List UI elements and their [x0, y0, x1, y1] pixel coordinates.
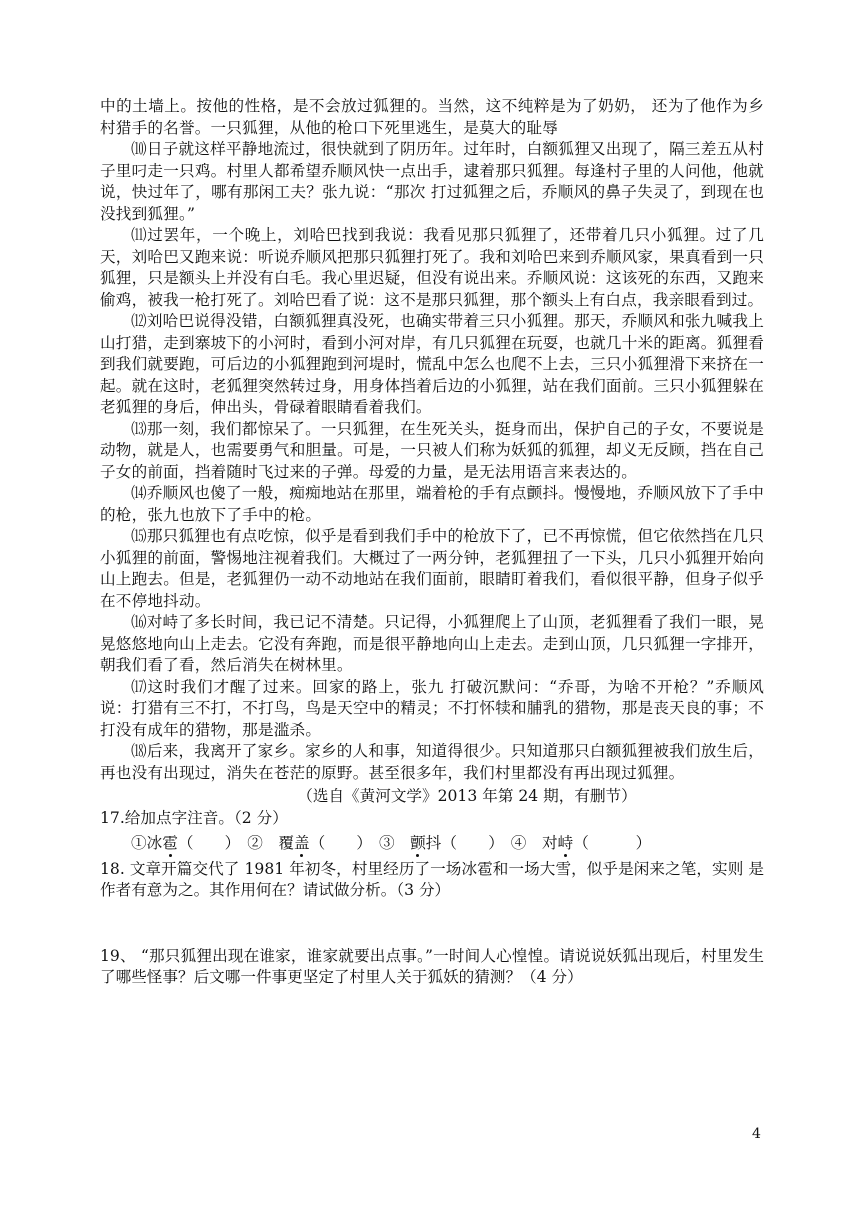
paragraph-15: ⒂那只狐狸也有点吃惊，似乎是看到我们手中的枪放下了，已不再惊慌，但它依然挡在几只小狐狸的前面，警惕地注视着我们。大概过了一两分钟，老狐狸扭了一下头，几只小狐狸开始向山上跑去。但是，老狐狸仍一动不动地站在我们面前，眼睛盯着我们，看似很平静，但身子似乎在不停地抖动。 [100, 527, 764, 610]
q17-item-1: ①冰雹（ ） [131, 834, 241, 852]
paragraph-10: ⑽日子就这样平静地流过，很快就到了阴历年。过年时，白额狐狸又出现了，隔三差五从村子里叼走一只鸡。村里人都希望乔顺风快一点出手，逮着那只狐狸。每逢村子里的人问他，他就说，快过年了，哪有那闲工夫？张九说：“那次 打过狐狸之后，乔顺风的鼻子失灵了，到现在也没找到狐狸。” [100, 140, 764, 223]
source-citation: （选自《黄河文学》2013 年第 24 期，有删节） [297, 787, 637, 805]
dotted-char: 峙 [557, 834, 574, 852]
question-19: 19、 “那只狐狸出现在谁家，谁家就要出点事。”一时间人心惶惶。请说说妖狐出现后，村里发生了哪些怪事？后文哪一件事更坚定了村里人关于狐妖的猜测？（4 分） [100, 946, 764, 986]
answer-blank[interactable]: （ ） [309, 834, 372, 852]
dotted-char: 盖 [294, 834, 310, 852]
paragraph-12: ⑿刘哈巴说得没错，白额狐狸真没死，也确实带着三只小狐狸。那天，乔顺风和张九喊我上山打猎，走到寨坡下的小河时，看到小河对岸，有几只狐狸在玩耍，也就几十米的距离。狐狸看到我们就要跑，可后边的小狐狸跑到河堤时，慌乱中怎么也爬不上去，三只小狐狸滑下来挤在一起。就在这时，老狐狸突然转过身，用身体挡着后边的小狐狸，站在我们面前。三只小狐狸躲在老狐狸的身后，伸出头，骨碌着眼睛看着我们。 [100, 312, 764, 416]
q17-item-4: ④ 对峙（ ） [510, 834, 652, 852]
paragraph-11: ⑾过罢年，一个晚上，刘哈巴找到我说：我看见那只狐狸了，还带着几只小狐狸。过了几天，刘哈巴又跑来说：听说乔顺风把那只狐狸打死了。我和刘哈巴来到乔顺风家，果真看到一只狐狸，只是额头上并没有白毛。我心里迟疑，但没有说出来。乔顺风说：这该死的东西，又跑来偷鸡，被我一枪打死了。刘哈巴看了说：这不是那只狐狸，那个额头上有白点，我亲眼看到过。 [100, 226, 764, 309]
document-page [100, 96, 764, 989]
question-17-items [100, 833, 764, 855]
paragraph-13: ⒀那一刻，我们都惊呆了。一只狐狸，在生死关头，挺身而出，保护自己的子女，不要说是动物，就是人，也需要勇气和胆量。可是，一只被人们称为妖狐的狐狸，却义无反顾，挡在自己子女的前面，挡着随时飞过来的子弹。母爱的力量，是无法用语言来表达的。 [100, 419, 764, 481]
paragraph-16: ⒃对峙了多长时间，我已记不清楚。只记得，小狐狸爬上了山顶，老狐狸看了我们一眼，晃晃悠悠地向山上走去。它没有奔跑，而是很平静地向山上走去。走到山顶，几只狐狸一字排开，朝我们看了看，然后消失在树林里。 [100, 613, 764, 674]
q17-item-2: ② 覆盖（ ） [247, 834, 372, 852]
question-18: 18. 文章开篇交代了 1981 年初冬，村里经历了一场冰雹和一场大雪，似乎是闲来之笔，实则 是作者有意为之。其作用何在？请试做分析。（3 分） [100, 859, 764, 899]
dotted-char: 雹 [162, 834, 178, 852]
dotted-char: 颤 [410, 834, 426, 852]
question-17: 17.给加点字注音。（2 分） [100, 808, 288, 827]
answer-blank[interactable]: （ ） [177, 834, 241, 852]
paragraph-18: ⒅后来，我离开了家乡。家乡的人和事，知道得很少。只知道那只白额狐狸被我们放生后，再也没有出现过，消失在苍茫的原野。甚至很多年，我们村里都没有再出现过狐狸。 [100, 742, 764, 782]
answer-blank[interactable]: （ ） [441, 834, 504, 852]
answer-blank[interactable]: （ ） [573, 834, 652, 852]
paragraph-17: ⒄这时我们才醒了过来。回家的路上，张九 打破沉默问：“乔哥，为啥不开枪？”乔顺风说：打猎有三不打，不打鸟，鸟是天空中的精灵；不打怀犊和脯乳的猎物，那是丧天良的事；不打没有成年的猎物，那是滥杀。 [100, 677, 764, 739]
q17-item-3: ③ 颤抖（ ） [378, 834, 504, 852]
paragraph-continuation: 中的土墙上。按他的性格，是不会放过狐狸的。当然，这不纯粹是为了奶奶， 还为了他作为乡村猎手的名誉。一只狐狸，从他的枪口下死里逃生，是莫大的耻辱 [100, 97, 764, 137]
page-number: 4 [752, 1126, 761, 1142]
paragraph-14: ⒁乔顺风也傻了一般，痴痴地站在那里，端着枪的手有点颤抖。慢慢地，乔顺风放下了手中的枪，张九也放下了手中的枪。 [100, 484, 764, 524]
